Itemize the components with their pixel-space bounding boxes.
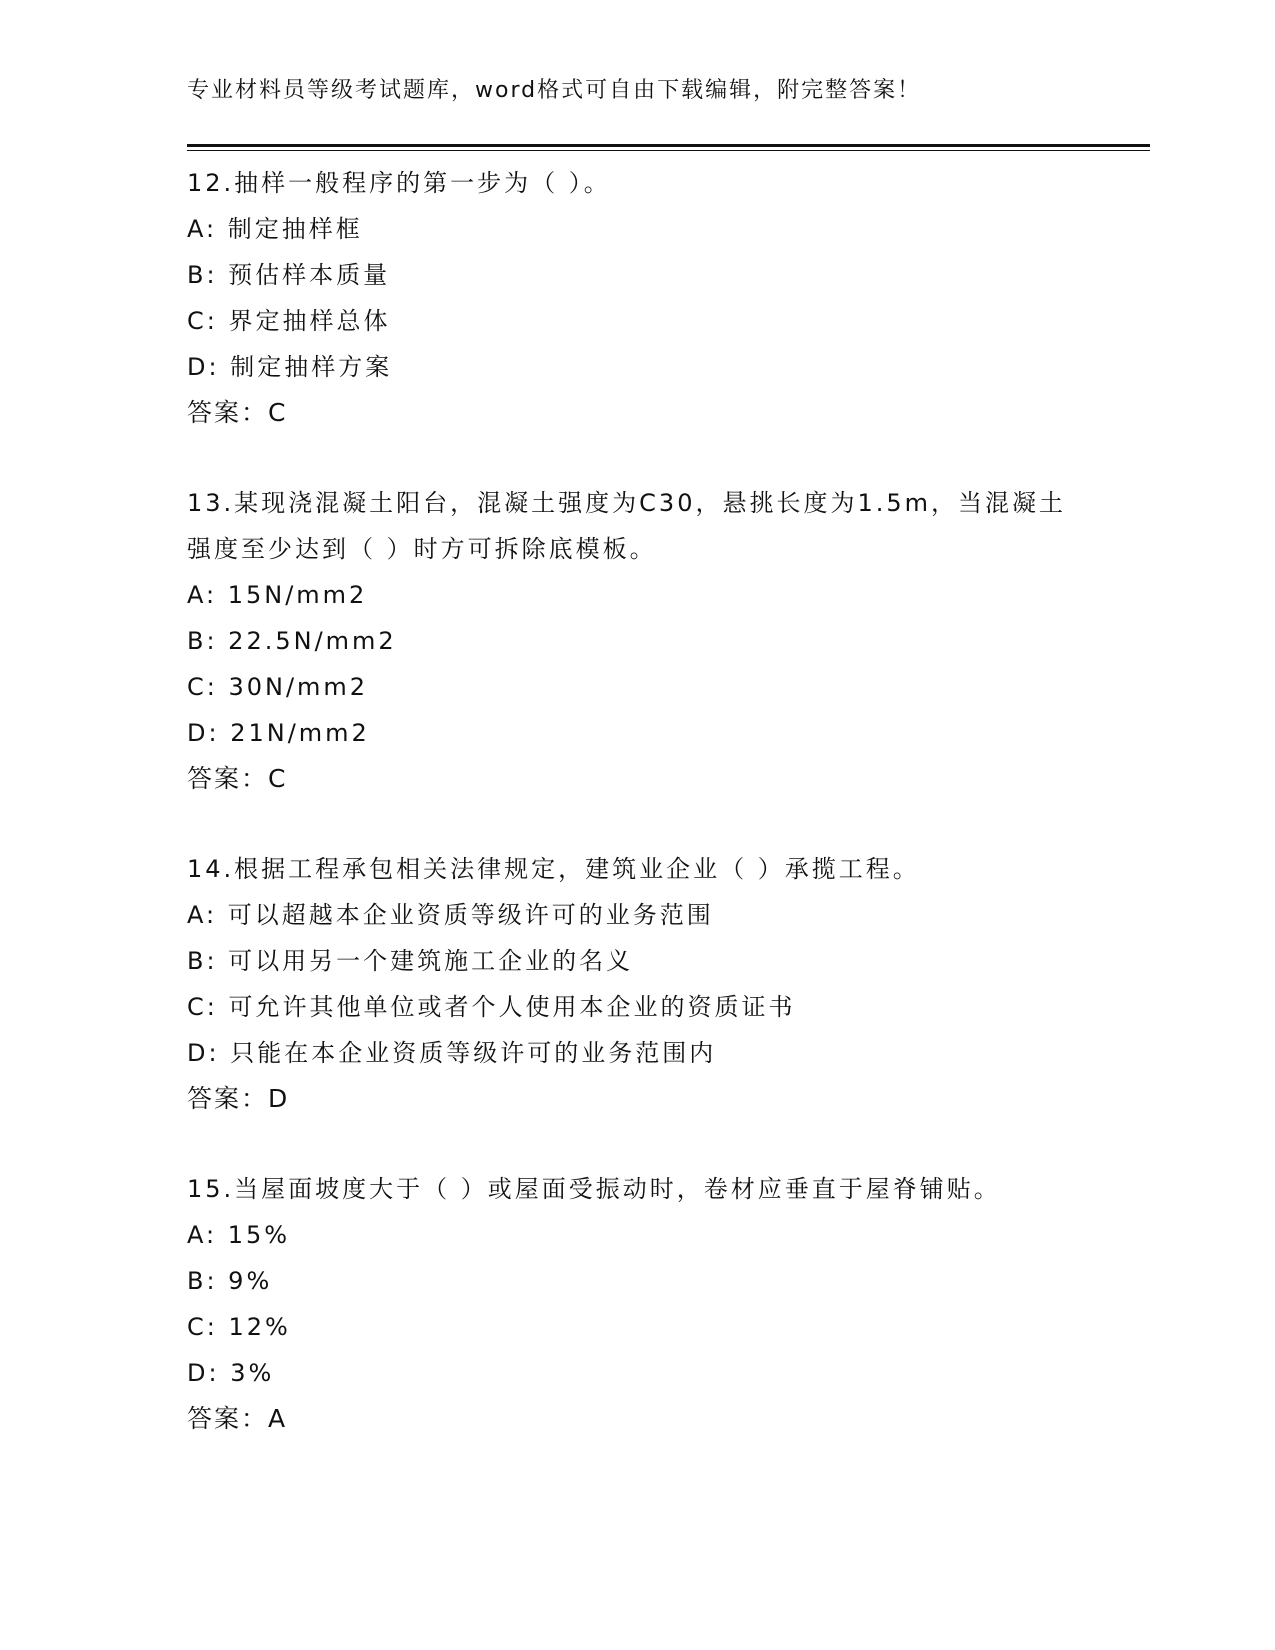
question-stem: 13.某现浇混凝土阳台，混凝土强度为C30，悬挑长度为1.5m，当混凝土强度至少达到（ ）时方可拆除底模板。 <box>187 489 1067 563</box>
option-b: B: 9% <box>187 1267 273 1295</box>
question-15 <box>187 1166 1107 1442</box>
option-a: A: 15% <box>187 1221 291 1249</box>
option-d: D: 只能在本企业资质等级许可的业务范围内 <box>187 1039 717 1067</box>
option-b: B: 22.5N/mm2 <box>187 627 397 655</box>
option-a: A: 制定抽样框 <box>187 215 363 243</box>
question-list <box>187 160 1107 1442</box>
option-d: D: 3% <box>187 1359 275 1387</box>
answer-label: 答案：A <box>187 1404 288 1433</box>
option-c: C: 30N/mm2 <box>187 673 369 701</box>
page-header: 专业材料员等级考试题库，word格式可自由下载编辑，附完整答案！ <box>187 78 922 103</box>
question-stem: 15.当屋面坡度大于（ ）或屋面受振动时，卷材应垂直于屋脊铺贴。 <box>187 1175 1001 1203</box>
answer-label: 答案：C <box>187 764 288 793</box>
option-b: B: 可以用另一个建筑施工企业的名义 <box>187 947 634 975</box>
question-stem: 12.抽样一般程序的第一步为（ ）。 <box>187 169 611 197</box>
option-a: A: 可以超越本企业资质等级许可的业务范围 <box>187 901 714 929</box>
option-d: D: 21N/mm2 <box>187 719 370 747</box>
header-divider-thin <box>187 150 1150 151</box>
option-d: D: 制定抽样方案 <box>187 353 393 381</box>
question-14 <box>187 846 1107 1122</box>
answer-label: 答案：C <box>187 398 288 427</box>
option-b: B: 预估样本质量 <box>187 261 391 289</box>
header-divider-thick <box>187 144 1150 147</box>
question-12 <box>187 160 1107 436</box>
option-c: C: 界定抽样总体 <box>187 307 391 335</box>
option-a: A: 15N/mm2 <box>187 581 368 609</box>
option-c: C: 可允许其他单位或者个人使用本企业的资质证书 <box>187 993 796 1021</box>
option-c: C: 12% <box>187 1313 291 1341</box>
question-stem: 14.根据工程承包相关法律规定，建筑业企业（ ）承揽工程。 <box>187 855 920 883</box>
answer-label: 答案：D <box>187 1084 290 1113</box>
question-13 <box>187 480 1107 802</box>
